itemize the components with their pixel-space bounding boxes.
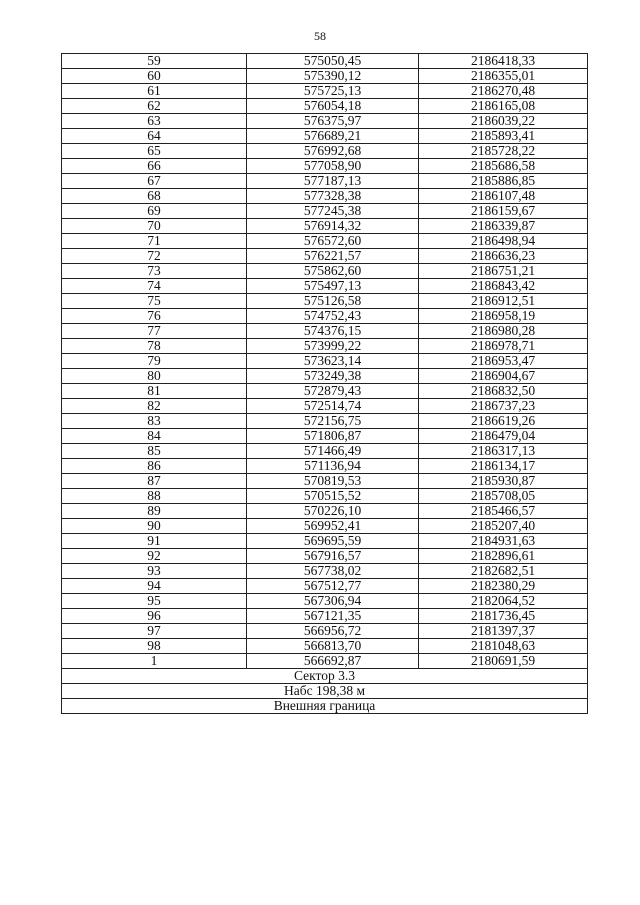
table-row xyxy=(62,354,588,369)
point-number-cell: 85 xyxy=(62,444,247,459)
y-coordinate-cell: 2186751,21 xyxy=(419,264,588,279)
y-coordinate-cell: 2186355,01 xyxy=(419,69,588,84)
x-coordinate-cell: 575126,58 xyxy=(247,294,419,309)
y-coordinate-cell: 2186339,87 xyxy=(419,219,588,234)
table-row xyxy=(62,189,588,204)
table-row xyxy=(62,534,588,549)
y-coordinate-cell: 2186498,94 xyxy=(419,234,588,249)
table-row xyxy=(62,594,588,609)
table-row xyxy=(62,624,588,639)
table-row xyxy=(62,429,588,444)
y-coordinate-cell: 2186843,42 xyxy=(419,279,588,294)
y-coordinate-cell: 2186107,48 xyxy=(419,189,588,204)
boundary-row xyxy=(62,699,588,714)
y-coordinate-cell: 2185893,41 xyxy=(419,129,588,144)
y-coordinate-cell: 2185686,58 xyxy=(419,159,588,174)
boundary-label: Внешняя граница xyxy=(62,699,588,714)
table-row xyxy=(62,504,588,519)
point-number-cell: 68 xyxy=(62,189,247,204)
y-coordinate-cell: 2186270,48 xyxy=(419,84,588,99)
table-row xyxy=(62,129,588,144)
x-coordinate-cell: 576914,32 xyxy=(247,219,419,234)
table-row xyxy=(62,369,588,384)
y-coordinate-cell: 2186737,23 xyxy=(419,399,588,414)
point-number-cell: 70 xyxy=(62,219,247,234)
point-number-cell: 96 xyxy=(62,609,247,624)
x-coordinate-cell: 576572,60 xyxy=(247,234,419,249)
table-row xyxy=(62,159,588,174)
x-coordinate-cell: 576221,57 xyxy=(247,249,419,264)
x-coordinate-cell: 575862,60 xyxy=(247,264,419,279)
table-row xyxy=(62,174,588,189)
y-coordinate-cell: 2182896,61 xyxy=(419,549,588,564)
point-number-cell: 90 xyxy=(62,519,247,534)
y-coordinate-cell: 2186159,67 xyxy=(419,204,588,219)
point-number-cell: 73 xyxy=(62,264,247,279)
x-coordinate-cell: 571806,87 xyxy=(247,429,419,444)
y-coordinate-cell: 2182682,51 xyxy=(419,564,588,579)
y-coordinate-cell: 2181397,37 xyxy=(419,624,588,639)
point-number-cell: 66 xyxy=(62,159,247,174)
y-coordinate-cell: 2181736,45 xyxy=(419,609,588,624)
table-row xyxy=(62,579,588,594)
y-coordinate-cell: 2186619,26 xyxy=(419,414,588,429)
x-coordinate-cell: 569695,59 xyxy=(247,534,419,549)
x-coordinate-cell: 572879,43 xyxy=(247,384,419,399)
x-coordinate-cell: 567306,94 xyxy=(247,594,419,609)
point-number-cell: 80 xyxy=(62,369,247,384)
point-number-cell: 79 xyxy=(62,354,247,369)
y-coordinate-cell: 2186953,47 xyxy=(419,354,588,369)
point-number-cell: 59 xyxy=(62,54,247,69)
y-coordinate-cell: 2184931,63 xyxy=(419,534,588,549)
table-row xyxy=(62,444,588,459)
x-coordinate-cell: 577187,13 xyxy=(247,174,419,189)
point-number-cell: 75 xyxy=(62,294,247,309)
point-number-cell: 72 xyxy=(62,249,247,264)
y-coordinate-cell: 2182064,52 xyxy=(419,594,588,609)
x-coordinate-cell: 577058,90 xyxy=(247,159,419,174)
y-coordinate-cell: 2186039,22 xyxy=(419,114,588,129)
y-coordinate-cell: 2185708,05 xyxy=(419,489,588,504)
x-coordinate-cell: 575725,13 xyxy=(247,84,419,99)
point-number-cell: 86 xyxy=(62,459,247,474)
point-number-cell: 94 xyxy=(62,579,247,594)
y-coordinate-cell: 2186479,04 xyxy=(419,429,588,444)
point-number-cell: 67 xyxy=(62,174,247,189)
table-row xyxy=(62,459,588,474)
table-row xyxy=(62,264,588,279)
x-coordinate-cell: 567738,02 xyxy=(247,564,419,579)
point-number-cell: 65 xyxy=(62,144,247,159)
table-row xyxy=(62,384,588,399)
point-number-cell: 76 xyxy=(62,309,247,324)
x-coordinate-cell: 571136,94 xyxy=(247,459,419,474)
x-coordinate-cell: 574376,15 xyxy=(247,324,419,339)
x-coordinate-cell: 577328,38 xyxy=(247,189,419,204)
table-row xyxy=(62,609,588,624)
y-coordinate-cell: 2186317,13 xyxy=(419,444,588,459)
point-number-cell: 64 xyxy=(62,129,247,144)
y-coordinate-cell: 2186134,17 xyxy=(419,459,588,474)
table-row xyxy=(62,564,588,579)
table-row xyxy=(62,474,588,489)
table-row xyxy=(62,639,588,654)
point-number-cell: 81 xyxy=(62,384,247,399)
y-coordinate-cell: 2186912,51 xyxy=(419,294,588,309)
table-row xyxy=(62,249,588,264)
y-coordinate-cell: 2186165,08 xyxy=(419,99,588,114)
elevation-row xyxy=(62,684,588,699)
table-row xyxy=(62,234,588,249)
x-coordinate-cell: 572514,74 xyxy=(247,399,419,414)
table-row xyxy=(62,519,588,534)
table-row xyxy=(62,654,588,669)
x-coordinate-cell: 574752,43 xyxy=(247,309,419,324)
table-row xyxy=(62,399,588,414)
point-number-cell: 77 xyxy=(62,324,247,339)
point-number-cell: 62 xyxy=(62,99,247,114)
x-coordinate-cell: 576375,97 xyxy=(247,114,419,129)
y-coordinate-cell: 2185728,22 xyxy=(419,144,588,159)
table-row xyxy=(62,144,588,159)
y-coordinate-cell: 2181048,63 xyxy=(419,639,588,654)
point-number-cell: 71 xyxy=(62,234,247,249)
table-row xyxy=(62,309,588,324)
point-number-cell: 82 xyxy=(62,399,247,414)
elevation-label: Набс 198,38 м xyxy=(62,684,588,699)
point-number-cell: 69 xyxy=(62,204,247,219)
x-coordinate-cell: 571466,49 xyxy=(247,444,419,459)
point-number-cell: 97 xyxy=(62,624,247,639)
y-coordinate-cell: 2185207,40 xyxy=(419,519,588,534)
x-coordinate-cell: 567916,57 xyxy=(247,549,419,564)
x-coordinate-cell: 570515,52 xyxy=(247,489,419,504)
y-coordinate-cell: 2186904,67 xyxy=(419,369,588,384)
point-number-cell: 78 xyxy=(62,339,247,354)
point-number-cell: 83 xyxy=(62,414,247,429)
table-row xyxy=(62,69,588,84)
x-coordinate-cell: 567121,35 xyxy=(247,609,419,624)
y-coordinate-cell: 2186958,19 xyxy=(419,309,588,324)
table-row xyxy=(62,219,588,234)
x-coordinate-cell: 570819,53 xyxy=(247,474,419,489)
x-coordinate-cell: 577245,38 xyxy=(247,204,419,219)
x-coordinate-cell: 566813,70 xyxy=(247,639,419,654)
table-row xyxy=(62,99,588,114)
table-row xyxy=(62,279,588,294)
x-coordinate-cell: 570226,10 xyxy=(247,504,419,519)
x-coordinate-cell: 576054,18 xyxy=(247,99,419,114)
coordinates-table-body xyxy=(62,54,588,669)
point-number-cell: 1 xyxy=(62,654,247,669)
point-number-cell: 84 xyxy=(62,429,247,444)
table-row xyxy=(62,294,588,309)
coordinates-table xyxy=(61,53,588,714)
table-row xyxy=(62,54,588,69)
y-coordinate-cell: 2186832,50 xyxy=(419,384,588,399)
table-row xyxy=(62,489,588,504)
point-number-cell: 87 xyxy=(62,474,247,489)
y-coordinate-cell: 2182380,29 xyxy=(419,579,588,594)
x-coordinate-cell: 573999,22 xyxy=(247,339,419,354)
x-coordinate-cell: 569952,41 xyxy=(247,519,419,534)
table-row xyxy=(62,414,588,429)
sector-row xyxy=(62,669,588,684)
x-coordinate-cell: 575390,12 xyxy=(247,69,419,84)
x-coordinate-cell: 576689,21 xyxy=(247,129,419,144)
y-coordinate-cell: 2185466,57 xyxy=(419,504,588,519)
point-number-cell: 93 xyxy=(62,564,247,579)
y-coordinate-cell: 2186418,33 xyxy=(419,54,588,69)
x-coordinate-cell: 566692,87 xyxy=(247,654,419,669)
x-coordinate-cell: 567512,77 xyxy=(247,579,419,594)
sector-label: Сектор 3.3 xyxy=(62,669,588,684)
y-coordinate-cell: 2186980,28 xyxy=(419,324,588,339)
table-row xyxy=(62,339,588,354)
table-row xyxy=(62,324,588,339)
x-coordinate-cell: 573249,38 xyxy=(247,369,419,384)
point-number-cell: 88 xyxy=(62,489,247,504)
point-number-cell: 92 xyxy=(62,549,247,564)
point-number-cell: 89 xyxy=(62,504,247,519)
y-coordinate-cell: 2180691,59 xyxy=(419,654,588,669)
point-number-cell: 95 xyxy=(62,594,247,609)
table-row xyxy=(62,84,588,99)
x-coordinate-cell: 572156,75 xyxy=(247,414,419,429)
y-coordinate-cell: 2186978,71 xyxy=(419,339,588,354)
y-coordinate-cell: 2186636,23 xyxy=(419,249,588,264)
point-number-cell: 91 xyxy=(62,534,247,549)
y-coordinate-cell: 2185930,87 xyxy=(419,474,588,489)
table-row xyxy=(62,114,588,129)
x-coordinate-cell: 576992,68 xyxy=(247,144,419,159)
table-row xyxy=(62,549,588,564)
page-number: 58 xyxy=(314,29,326,43)
point-number-cell: 98 xyxy=(62,639,247,654)
y-coordinate-cell: 2185886,85 xyxy=(419,174,588,189)
point-number-cell: 60 xyxy=(62,69,247,84)
point-number-cell: 74 xyxy=(62,279,247,294)
point-number-cell: 61 xyxy=(62,84,247,99)
point-number-cell: 63 xyxy=(62,114,247,129)
table-row xyxy=(62,204,588,219)
x-coordinate-cell: 575050,45 xyxy=(247,54,419,69)
x-coordinate-cell: 573623,14 xyxy=(247,354,419,369)
x-coordinate-cell: 575497,13 xyxy=(247,279,419,294)
x-coordinate-cell: 566956,72 xyxy=(247,624,419,639)
